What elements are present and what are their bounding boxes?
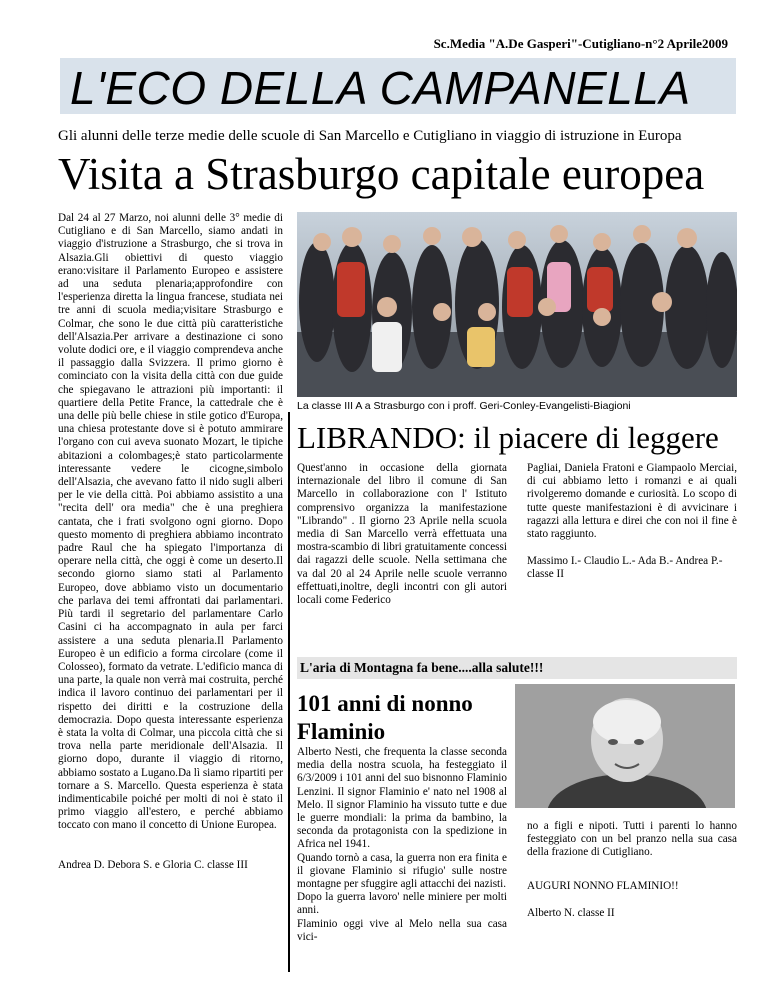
librando-col2-wrap: [527, 462, 737, 582]
flaminio-col2: [527, 820, 737, 920]
flaminio-col1-p1: Alberto Nesti, che frequenta la classe seconda media della nostra scuola, ha festeggiato il 6/3/2009 i 101 anni del suo bisnonno Flaminio Lenzini. Il signor Flaminio e' nato nel 1908 al Melo. Il signor Flaminio ha vissuto tutte e due le guerre mondiali: la prima da bambino, la seconda da protagonista con la spedizione in Africa nel 1941.: [297, 746, 507, 851]
flaminio-col1-p4: Flaminio oggi vive al Melo nella sua casa vici-: [297, 917, 507, 943]
strasburgo-article: [58, 212, 283, 872]
class-photo-image: [297, 212, 737, 397]
lead-subtitle: Gli alunni delle terze medie delle scuole di San Marcello e Cutigliano in viaggio di istruzione in Europa: [58, 128, 682, 144]
flaminio-author: Alberto N. classe II: [527, 906, 615, 919]
montagna-band: [297, 657, 737, 679]
flaminio-cheer: AUGURI NONNO FLAMINIO!!: [527, 879, 679, 892]
montagna-band-text: L'aria di Montagna fa bene....alla salute!!!: [300, 660, 544, 675]
librando-col1: Quest'anno in occasione della giornata internazionale del libro il comune di San Marcello in collaborazione con l' Istituto comprensivo organizza la manifestazione "Librando" . Il giorno 23 Aprile nella scuola media di San Marcello verrà effettuata una mostra-scambio di libri gratuitamente concessi dai ragazzi delle scuole. Nella settimana che va dal 20 al 24 Aprile nelle scuole verranno effettuati,inoltre, degli incontri con gli autori locali come Federico: [297, 462, 507, 607]
photo-caption: La classe III A a Strasburgo con i proff. Geri-Conley-Evangelisti-Biagioni: [297, 400, 631, 412]
flaminio-title: 101 anni di nonno Flaminio: [297, 691, 473, 744]
strasburgo-body: Dal 24 al 27 Marzo, noi alunni delle 3° medie di Cutigliano e di San Marcello, siamo andati in viaggio d'istruzione a Strasburgo, che si trova in Alsazia.Gli obiettivi di questo viaggio erano:visitare il Parlamento Europeo e assistere ad una seduta plenaria;approfondire con l'esperienza diretta la lingua francese, studiata nei tre anni di scuola media;visitare Strasburgo e Colmar, che sono le due città più caratteristiche dell'Alsazia.Per arrivare a destinazione ci sono volute dodici ore, e il viaggio comprendeva anche il passaggio dalla Svizzera. Il primo giorno è cominciato con la visita della città con due guide che spiegavano le attrazioni più importanti: il quartiere della Petite France, la cattedrale che è una delle più belle chiese in stile gotico d'Europa, una chiesa protestante dove si è potuto ammirare l'organo con cui aveva suonato Mozart, le tipiche abitazioni a colombages;è stato particolarmente interessante vedere le cicogne,simbolo dell'Alsazia, che avevano fatto il nido sugli alberi per le vie della città. Poi abbiamo assistito a una "recita dell' ora media" che è una preghiera cantata, che i frati svolgono ogni giorno. Dopo questo momento di preghiera abbiamo incontrato padre Raul che ha spiegato l'importanza di operare nella città, che oggi è come un deserto.Il secondo giorno siamo stati al Parlamento Europeo, dove abbiamo visto un documentario che parlava dei temi affrontati dai parlamentari. Più tardi il segretario del parlamentare Carlo Casini ci ha accompagnato in aula per farci assistere a una seduta plenaria.Il Parlamento Europeo è un edificio a forma circolare (come il Colosseo), formato da vetrate. L'edificio manca di una parte, la quale non verrà mai costruita, perché indica il lavoro continuo dei parlamentari per il rispetto dei diritti e la costruzione della democrazia. Dopo questa interessante esperienza è stata la volta di Colmar, una piccola città che si trova nella parte meridionale dell'Alsazia. Il giorno dopo, durante il viaggio di ritorno, abbiamo sostato a Lugano.Da lì siamo ripartiti per tornare a S. Marcello. Questa esperienza è stata indimenticabile poiché per molti di noi è stato il primo viaggio all'estero, e perché abbiamo toccato con mano il concetto di Unione Europea.: [58, 212, 283, 832]
librando-title: LIBRANDO: il piacere di leggere: [297, 420, 719, 455]
flaminio-col1-p2: Quando tornò a casa, la guerra non era finita e il giovane Flaminio si rifugio' sulle nostre montagne per sfuggire agli attacchi dei nazisti.: [297, 851, 507, 891]
masthead: [60, 58, 736, 114]
librando-col2: Pagliai, Daniela Fratoni e Giampaolo Merciai, di cui abbiamo letto i romanzi e ai quali rivolgeremo domande e curiosità. Lo scopo di tutte queste manifestazioni è di avvicinare i ragazzi alla lettura e direi che con noi il fine è stato raggiunto.: [527, 462, 737, 541]
strasburgo-authors: Andrea D. Debora S. e Gloria C. classe III: [58, 858, 248, 871]
librando-authors: Massimo I.- Claudio L.- Ada B.- Andrea P.- classe II: [527, 555, 723, 581]
flaminio-col2-p1: no a figli e nipoti. Tutti i parenti lo hanno festeggiato con un bel pranzo nella sua casa della frazione di Cutigliano.: [527, 820, 737, 859]
flaminio-col1: [297, 746, 507, 944]
nonno-photo-image: [515, 684, 735, 808]
column-divider: [288, 412, 290, 972]
issue-line: Sc.Media "A.De Gasperi"-Cutigliano-n°2 Aprile2009: [433, 36, 728, 51]
class-photo: [297, 212, 737, 397]
lead-headline: Visita a Strasburgo capitale europea: [58, 149, 705, 199]
flaminio-col1-p3: Dopo la guerra lavoro' nelle miniere per molti anni.: [297, 891, 507, 917]
nonno-photo: [515, 684, 735, 808]
masthead-title: L'ECO DELLA CAMPANELLA: [70, 62, 691, 114]
